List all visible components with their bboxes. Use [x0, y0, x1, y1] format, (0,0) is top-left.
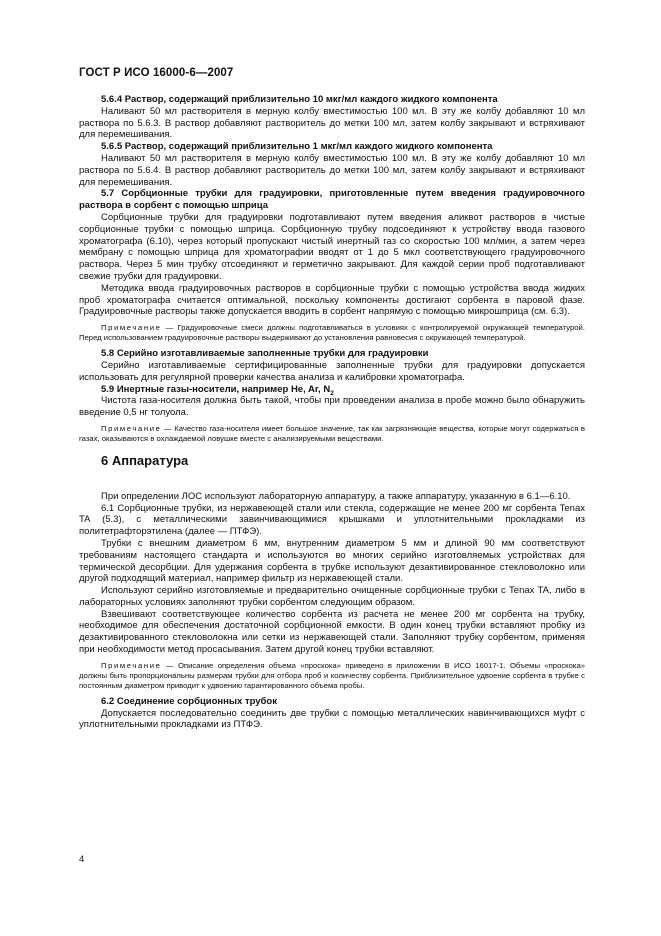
note-label: Примечание	[101, 323, 162, 333]
note-text: — Градуировочные смеси должны подготавливаться в условиях с контролируемой окружающей температурой. Перед использованием градуировочные растворы выдерживают до установления равновесия с окружающей температурой.	[79, 323, 585, 343]
section-5-6-5-text: Наливают 50 мл растворителя в мерную колбу вместимостью 100 мл. В эту же колбу добавляют 10 мл раствора по 5.6.4. В раствор добавляют растворитель до метки 100 мл, затем колбу закрывают и встряхивают для перемешивания.	[79, 152, 585, 188]
section-5-6-4-text: Наливают 50 мл растворителя в мерную колбу вместимостью 100 мл. В эту же колбу добавляют 10 мл раствора по 5.6.3. В раствор добавляют растворитель до метки 100 мл, затем колбу закрывают и встряхивают для перемешивания.	[79, 105, 585, 141]
section-5-9-heading	[79, 384, 585, 396]
section-6-intro: При определении ЛОС используют лабораторную аппаратуру, а также аппаратуру, указанную в 6.1—6.10.	[101, 490, 571, 502]
note-text: — Качество газа-носителя имеет большое значение, так как загрязняющие вещества, которые могут содержаться в газах, оказываются в охлаждаемой ловушке вместе с анализируемыми веществами.	[79, 423, 585, 443]
note-text: — Описание определения объема «проскока» приведено в приложении В ИСО 16017-1. Объемы «проскока» должны быть пропорциональны размерам трубки для отбора проб и количеству сорбента. Приблизительное удвоение сорбента в трубке с постоянным диаметром приводит к удвоению гарантированного объема пробы.	[79, 660, 585, 690]
section-5-9-heading-text: 5.9 Инертные газы-носители, например He, Ar, N	[101, 383, 331, 395]
document-header: ГОСТ Р ИСО 16000-6—2007	[79, 67, 234, 79]
section-5-7-heading: 5.7 Сорбционные трубки для градуировки, приготовленные путем введения градуировочного раствора в сорбент с помощью шприца	[79, 188, 585, 212]
section-6-1-paragraph-3: Используют серийно изготовляемые и предварительно очищенные сорбционные трубки с Tenax TA, либо в лабораторных условиях заполняют трубки сорбентом следующим образом.	[79, 585, 585, 608]
nitrogen-subscript: 2	[330, 389, 334, 397]
note-label: Примечание	[101, 423, 162, 433]
section-5-6-5-heading: 5.6.5 Раствор, содержащий приблизительно 1 мкг/мл каждого жидкого компонента	[101, 141, 493, 153]
section-5-9-note	[79, 424, 585, 444]
section-5-7-paragraph-2: Методика ввода градуировочных растворов в сорбционные трубки с помощью устройства ввода жидких проб хроматографа считается оптимальной, поскольку компоненты достигают сорбента в паровой фазе. Градуировочные растворы также допускается вводить в сорбент напрямую с помощью микрошприца (см. 6.3).	[79, 282, 585, 318]
page-content	[79, 94, 585, 731]
section-6-1-paragraph-2: Трубки с внешним диаметром 6 мм, внутренним диаметром 5 мм и длиной 90 мм соответствуют требованиям настоящего стандарта и используются во многих серийно изготовляемых устройствах для термической десорбции. Для удержания сорбента в трубке используют дезактивированное стекловолокно или другой подходящий материал, например фильтр из нержавеющей стали.	[79, 537, 585, 585]
section-5-6-4-heading: 5.6.4 Раствор, содержащий приблизительно 10 мкг/мл каждого жидкого компонента	[101, 94, 498, 105]
note-label: Примечание	[101, 660, 162, 670]
section-6-1-paragraph-1: 6.1 Сорбционные трубки, из нержавеющей стали или стекла, содержащие не менее 200 мг сорбента Tenax TA (5.3), с металлическими завинчивающимися крышками и уплотнительными прокладками из политетрафторэтилена (далее — ПТФЭ).	[79, 502, 585, 538]
section-6-2-heading: 6.2 Соединение сорбционных трубок	[101, 695, 277, 707]
section-5-7-note	[79, 323, 585, 343]
section-6-1-note	[79, 661, 585, 691]
section-6-2-text: Допускается последовательно соединить две трубки с помощью металлических навинчивающихся муфт с уплотнительными прокладками из ПТФЭ.	[79, 707, 585, 731]
section-6-1-paragraph-4: Взвешивают соответствующее количество сорбента из расчета не менее 200 мг сорбента на трубку, необходимое для обеспечения достаточной сорбционной емкости. В один конец трубки вставляют пробку из дезактивированного стекловолокна или сетки из нержавеющей стали. Заполняют трубку сорбентом, применяя при необходимости метод просасывания. Затем другой конец трубки вставляют.	[79, 608, 585, 656]
page-number: 4	[79, 854, 85, 865]
section-6-heading: 6 Аппаратура	[101, 452, 189, 468]
section-5-9-text: Чистота газа-носителя должна быть такой, чтобы при проведении анализа в пробе можно было обнаружить введение 0,5 нг толуола.	[79, 395, 585, 419]
section-5-8-text: Серийно изготавливаемые сертифицированные заполненные трубки для градуировки допускается использовать для регулярной проверки качества анализа и калибровки хроматографа.	[79, 359, 585, 383]
section-5-7-paragraph-1: Сорбционные трубки для градуировки подготавливают путем введения аликвот растворов в чистые сорбционные трубки с помощью шприца. Сорбционную трубку подсоединяют к устройству ввода газового хроматографа (6.10), через который пропускают чистый инертный газ со скоростью 100 мл/мин, а затем через мембрану с помощью шприца для хроматографии вводят от 1 до 5 мкл соответствующего градуировочного раствора. Через 5 мин трубку отсоединяют и герметично закрывают. Для каждой серии проб подготавливают свежие трубки для градуировки.	[79, 211, 585, 282]
section-5-8-heading: 5.8 Серийно изготавливаемые заполненные трубки для градуировки	[101, 348, 429, 360]
